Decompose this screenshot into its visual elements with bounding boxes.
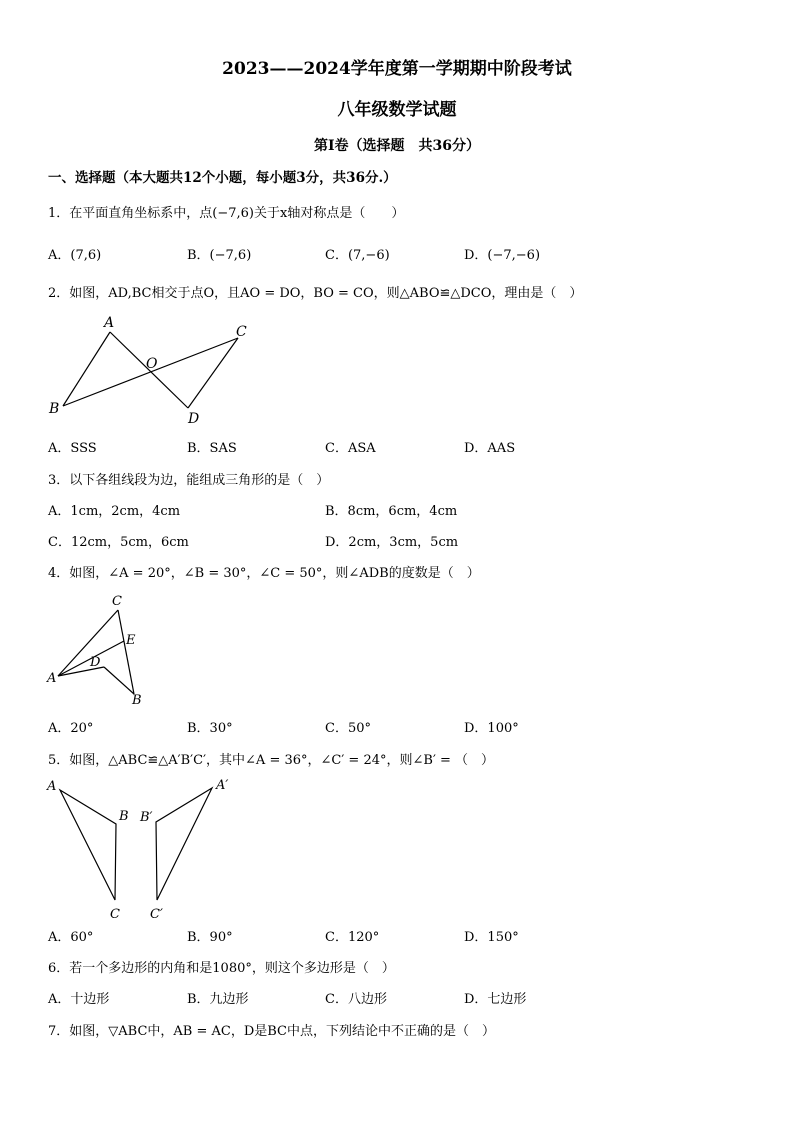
q4-label-c: C [112, 594, 122, 609]
q6-option-b[interactable]: B．九边形 [187, 992, 249, 1007]
question-7: 7．如图，▽ABC中，AB = AC，D是BC中点，下列结论中不正确的是（ ） [48, 1024, 495, 1039]
q3-option-b[interactable]: B．8cm，6cm，4cm [325, 504, 458, 519]
q2-option-c[interactable]: C．ASA [325, 441, 376, 456]
q5-label-a-prime: A′ [216, 778, 229, 793]
q5-label-a: A [47, 779, 57, 794]
q4-label-a: A [47, 671, 57, 686]
q2-figure [40, 312, 270, 430]
q5-option-d[interactable]: D．150° [464, 930, 519, 945]
q2-segment-bc [63, 338, 238, 406]
q3-option-a[interactable]: A．1cm，2cm，4cm [48, 504, 181, 519]
q5-figure [40, 776, 250, 926]
q3-option-d[interactable]: D．2cm，3cm，5cm [325, 535, 459, 550]
q1-option-b[interactable]: B．(−7,6) [187, 248, 252, 263]
q4-label-e: E [126, 633, 136, 648]
q6-option-a[interactable]: A．十边形 [48, 992, 110, 1007]
q4-option-b[interactable]: B．30° [187, 721, 233, 736]
part-heading: 第Ⅰ卷（选择题 共36分） [313, 138, 481, 154]
q5-label-b-prime: B′ [140, 810, 153, 825]
q5-label-c: C [110, 907, 120, 922]
q6-option-d[interactable]: D．七边形 [464, 992, 527, 1007]
question-6: 6．若一个多边形的内角和是1080°，则这个多边形是（ ） [48, 961, 395, 976]
q4-option-d[interactable]: D．100° [464, 721, 519, 736]
q5-option-a[interactable]: A．60° [48, 930, 94, 945]
q1-option-a[interactable]: A．(7,6) [48, 248, 102, 263]
q4-label-b: B [132, 693, 142, 708]
question-3: 3．以下各组线段为边，能组成三角形的是（ ） [48, 473, 330, 488]
q4-option-a[interactable]: A．20° [48, 721, 94, 736]
question-5: 5．如图，△ABC≌△A′B′C′，其中∠A = 36°，∠C′ = 24°，则∠B′ = （ ） [48, 753, 495, 768]
q1-option-d[interactable]: D．(−7,−6) [464, 248, 541, 263]
q2-label-o: O [146, 356, 158, 372]
question-4: 4．如图，∠A = 20°，∠B = 30°，∠C = 50°，则∠ADB的度数是（ ） [48, 566, 480, 581]
q5-triangle-a2b2c2 [156, 788, 212, 900]
q5-label-c-prime: C′ [150, 907, 163, 922]
q5-option-b[interactable]: B．90° [187, 930, 233, 945]
exam-title: 2023——2024学年度第一学期期中阶段考试 [222, 59, 572, 79]
question-2: 2．如图，AD,BC相交于点O，且AO = DO，BO = CO，则△ABO≌△DCO，理由是（ ） [48, 286, 583, 301]
q4-segment-ac [58, 610, 118, 676]
q3-option-c[interactable]: C．12cm，5cm，6cm [48, 535, 189, 550]
q2-segment-cd [188, 338, 238, 408]
q2-segment-ab [63, 332, 110, 406]
q2-label-c: C [236, 324, 247, 340]
q2-option-a[interactable]: A．SSS [48, 441, 97, 456]
section-heading: 一、选择题（本大题共12个小题，每小题3分，共36分.） [48, 170, 397, 186]
q5-triangle-abc [60, 790, 116, 900]
q4-label-d: D [90, 655, 101, 670]
q4-option-c[interactable]: C．50° [325, 721, 371, 736]
q5-option-c[interactable]: C．120° [325, 930, 380, 945]
q2-label-b: B [49, 401, 60, 417]
q5-label-b: B [119, 809, 129, 824]
q4-figure [40, 590, 160, 708]
q2-option-b[interactable]: B．SAS [187, 441, 237, 456]
q2-option-d[interactable]: D．AAS [464, 441, 516, 456]
q6-option-c[interactable]: C．八边形 [325, 992, 387, 1007]
q2-label-d: D [188, 411, 200, 427]
q2-label-a: A [104, 315, 115, 331]
q1-option-c[interactable]: C．(7,−6) [325, 248, 390, 263]
question-1: 1．在平面直角坐标系中，点(−7,6)关于x轴对称点是（ ） [48, 206, 405, 221]
exam-subtitle: 八年级数学试题 [337, 100, 457, 120]
